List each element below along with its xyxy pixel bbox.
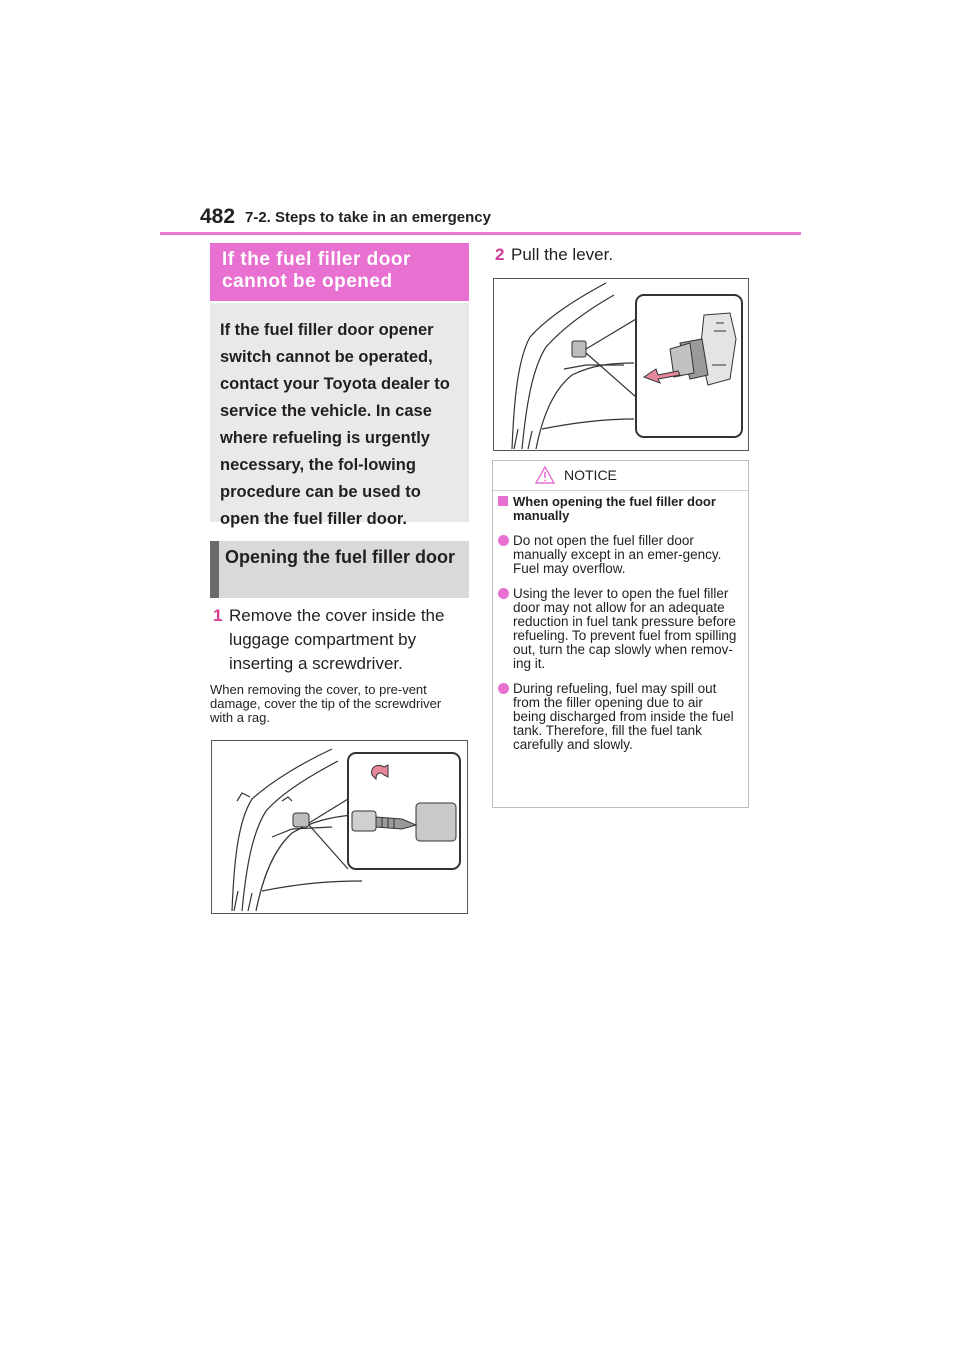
step-1	[213, 604, 469, 676]
step-2-number: 2	[495, 245, 505, 264]
notice-item-text: During refueling, fuel may spill out from the filler opening due to air being discharged from inside the fuel tank. Therefore, fill the fuel tank carefully and slowly.	[513, 681, 734, 752]
step-2	[495, 243, 745, 267]
opening-door-heading: Opening the fuel filler door	[210, 541, 469, 598]
header-rule	[160, 232, 801, 235]
intro-paragraph: If the fuel filler door opener switch cannot be operated, contact your Toyota dealer to service the vehicle. In case where refueling is urgently necessary, the fol-lowing procedure can be used to open the fuel filler door.	[210, 303, 469, 522]
notice-item	[493, 534, 738, 576]
notice-item	[493, 587, 738, 671]
section-title: 7-2. Steps to take in an emergency	[245, 209, 491, 226]
luggage-cover-drawing	[212, 741, 467, 913]
remove-cover-illustration	[211, 740, 468, 914]
page-number: 482	[200, 205, 236, 228]
notice-box	[492, 460, 749, 808]
step-1-text: Remove the cover inside the luggage compartment by inserting a screwdriver.	[229, 606, 445, 673]
pull-lever-illustration	[493, 278, 749, 451]
warning-triangle-icon	[535, 466, 555, 484]
square-bullet-icon	[498, 496, 508, 506]
notice-item-text: Do not open the fuel filler door manually except in an emer-gency. Fuel may overflow.	[513, 533, 722, 576]
circle-bullet-icon	[498, 588, 509, 599]
notice-heading	[493, 495, 738, 523]
notice-body	[493, 493, 748, 752]
fuel-door-heading: If the fuel filler door cannot be opened	[210, 243, 469, 301]
fuel-lever-drawing	[494, 279, 748, 450]
circle-bullet-icon	[498, 683, 509, 694]
notice-title: NOTICE	[564, 467, 617, 483]
notice-item-text: Using the lever to open the fuel filler door may not allow for an adequate reduction in fuel tank pressure before refueling. To prevent fuel from spilling out, turn the cap slowly when remov-ing it.	[513, 586, 737, 671]
notice-header	[493, 461, 748, 491]
notice-heading-text: When opening the fuel filler door manually	[513, 494, 716, 523]
step-2-text: Pull the lever.	[511, 245, 614, 264]
circle-bullet-icon	[498, 535, 509, 546]
step-1-number: 1	[213, 606, 223, 625]
notice-item	[493, 682, 738, 752]
step-1-note: When removing the cover, to pre-vent damage, cover the tip of the screwdriver with a rag.	[210, 682, 442, 725]
